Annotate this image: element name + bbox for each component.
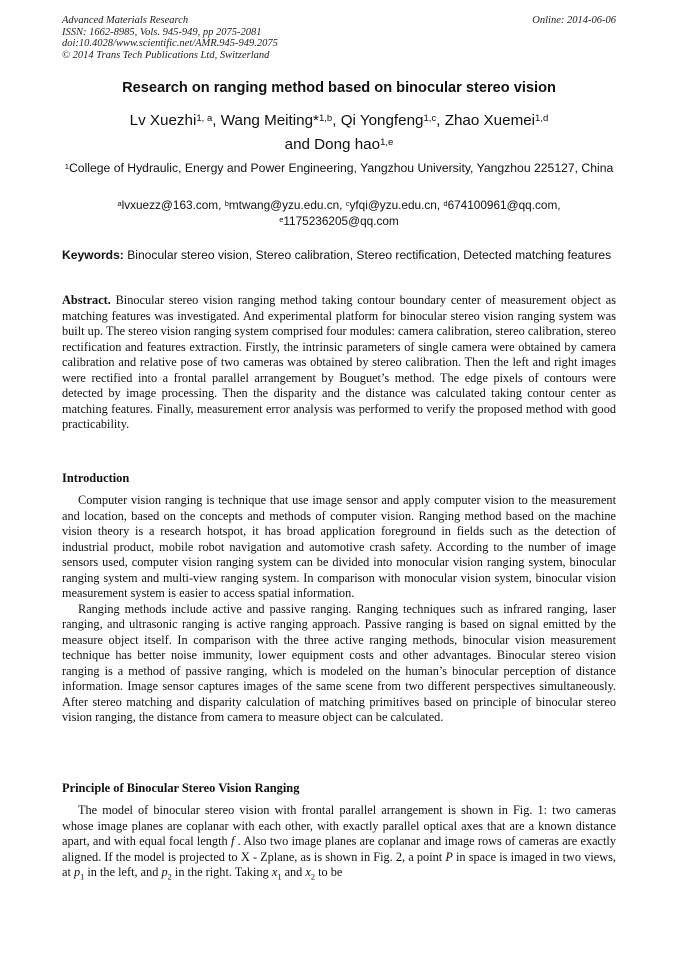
keywords — [62, 248, 616, 263]
email-sup: e — [279, 214, 284, 224]
principle-body — [62, 803, 616, 885]
keywords-text: Binocular stereo vision, Stereo calibration, Stereo rectification, Detected matching features — [127, 248, 612, 262]
author-sup: 1,c — [423, 113, 437, 124]
author-sep: , — [436, 112, 445, 129]
email-sup: b — [224, 199, 229, 208]
keywords-label: Keywords: — [62, 248, 124, 262]
math-plane: X - Z — [240, 849, 268, 864]
text-run: The model of binocular stereo vision with frontal parallel arrangement is shown in Fig. 1: two cameras whose image planes are coplanar with each other, with exactly parallel optical axes that are a known distance apart, and with equal focal length — [62, 803, 616, 848]
author-name: Qi Yongfeng — [340, 112, 424, 129]
author-sup: 1,d — [535, 113, 549, 124]
author-sup: 1,b — [318, 113, 333, 124]
email-sup: a — [117, 199, 122, 208]
text-run: plane, as is shown in Fig. 2, a point — [267, 849, 446, 864]
author-name: Zhao Xuemei — [444, 112, 536, 129]
text-run: . Also two image planes are coplanar and image rows of cameras are exactly aligned. If the model is projected to — [62, 834, 616, 864]
abstract — [62, 293, 616, 433]
math-var-f: f — [230, 834, 235, 848]
math-subscript: 1 — [277, 872, 282, 882]
math-subscript: 2 — [167, 872, 172, 882]
author-sep: , — [332, 112, 341, 129]
paragraph: Computer vision ranging is technique that use image sensor and apply computer vision to the measurement and location, based on the concepts and methods of computer vision. Ranging method based on the machine vision theory is a research hotspot, it has broad application foreground in fields such as the detection of industrial product, mobile robot navigation and automotive crash safety. According to the number of image sensors used, computer vision ranging system can be divided into monocular vision ranging system, binocular ranging system and multi-view ranging system. In comparison with monocular vision system, binocular vision measurement system is easier to access spatial information. — [62, 493, 616, 600]
abstract-label: Abstract. — [62, 293, 111, 307]
author-name: Wang Meiting* — [220, 112, 319, 129]
author-sup: 1,e — [380, 137, 394, 148]
email-link[interactable]: yfqi@yzu.edu.cn, — [349, 198, 441, 212]
math-subscript: 2 — [310, 872, 316, 882]
email-sup: c — [345, 199, 350, 208]
issn-line: ISSN: 1662-8985, Vols. 945-949, pp 2075-2081 — [62, 26, 262, 38]
math-subscript: 1 — [80, 872, 85, 882]
author-sup: 1, a — [196, 113, 213, 124]
paper-title: Research on ranging method based on binocular stereo vision — [122, 80, 556, 96]
email-list — [62, 198, 616, 229]
math-var-p1 — [73, 865, 85, 882]
math-var-x1 — [271, 865, 282, 882]
text-run: in the right. Taking — [171, 865, 272, 879]
math-symbol: x — [271, 865, 278, 879]
copyright-line: © 2014 Trans Tech Publications Ltd, Switzerland — [62, 49, 270, 61]
affiliation-sup: 1 — [64, 162, 69, 171]
author-sep: , — [212, 112, 221, 129]
affiliation-text: College of Hydraulic, Energy and Power Engineering, Yangzhou University, Yangzhou 225127, China — [69, 161, 614, 175]
math-symbol: p — [73, 865, 81, 879]
math-var-P: P — [445, 849, 453, 864]
section-heading-principle: Principle of Binocular Stereo Vision Ranging — [62, 781, 300, 795]
journal-header — [62, 15, 616, 61]
abstract-text: Binocular stereo vision ranging method taking contour boundary center of measurement object as matching features was investigated. And experimental platform for binocular stereo vision ranging system was built up. The stereo vision ranging system comprised four modules: camera calibration, stereo calibration, stereo rectification and features extraction. Firstly, the intrinsic parameters of single camera were obtained by camera calibration and relative pose of two cameras was obtained by stereo calibration. Then the left and right images were rectified into a frontal parallel arrangement by Bouguet’s method. The edge pixels of contours were detected by image processing. Then the disparity and the distance was calculated taking contour center as matching features. Finally, measurement error analysis was performed to verify the proposed method with good practicability. — [62, 293, 616, 431]
author-list — [62, 109, 616, 157]
online-date: Online: 2014-06-06 — [532, 15, 616, 26]
math-symbol: x — [305, 865, 311, 879]
email-sup: d — [443, 199, 448, 208]
text-run: in the left, and — [84, 865, 162, 879]
text-run: and — [281, 865, 306, 879]
math-symbol: p — [161, 865, 168, 879]
email-link[interactable]: mtwang@yzu.edu.cn, — [228, 198, 343, 212]
author-name: Lv Xuezhi — [129, 112, 197, 129]
email-link[interactable]: 674100961@qq.com, — [447, 198, 561, 212]
email-link[interactable]: 1175236205@qq.com — [283, 213, 399, 228]
email-link[interactable]: lvxuezz@163.com, — [121, 198, 222, 212]
author-name: and Dong hao — [284, 136, 381, 153]
math-var-p2 — [161, 865, 172, 882]
math-var-x2 — [305, 865, 316, 882]
text-run: to be — [315, 865, 343, 879]
doi-line: doi:10.4028/www.scientific.net/AMR.945-949.2075 — [62, 38, 278, 50]
paragraph — [62, 803, 616, 885]
paragraph: Ranging methods include active and passive ranging. Ranging techniques such as infrared ranging, laser ranging, and ultrasonic ranging is active ranging approach. Passive ranging is based on signal emitted by the measure object itself. In comparison with the three active ranging methods, binocular vision measurement technique has better noise immunity, lower equipment costs and other advantages. Binocular stereo vision ranging is a method of passive ranging, which is modeled on the human’s binocular perception of distance information. Image sensor captures images of the same scene from two different perspectives simultaneously. After stereo matching and disparity calculation of matching primitives based on principle of binocular stereo vision ranging, the distance from camera to measure object can be calculated. — [62, 601, 616, 724]
introduction-body — [62, 493, 616, 726]
section-heading-introduction: Introduction — [62, 471, 130, 485]
journal-name: Advanced Materials Research — [62, 15, 189, 26]
affiliation — [62, 161, 616, 177]
text-run: in space is imaged in two views, at — [62, 849, 617, 879]
